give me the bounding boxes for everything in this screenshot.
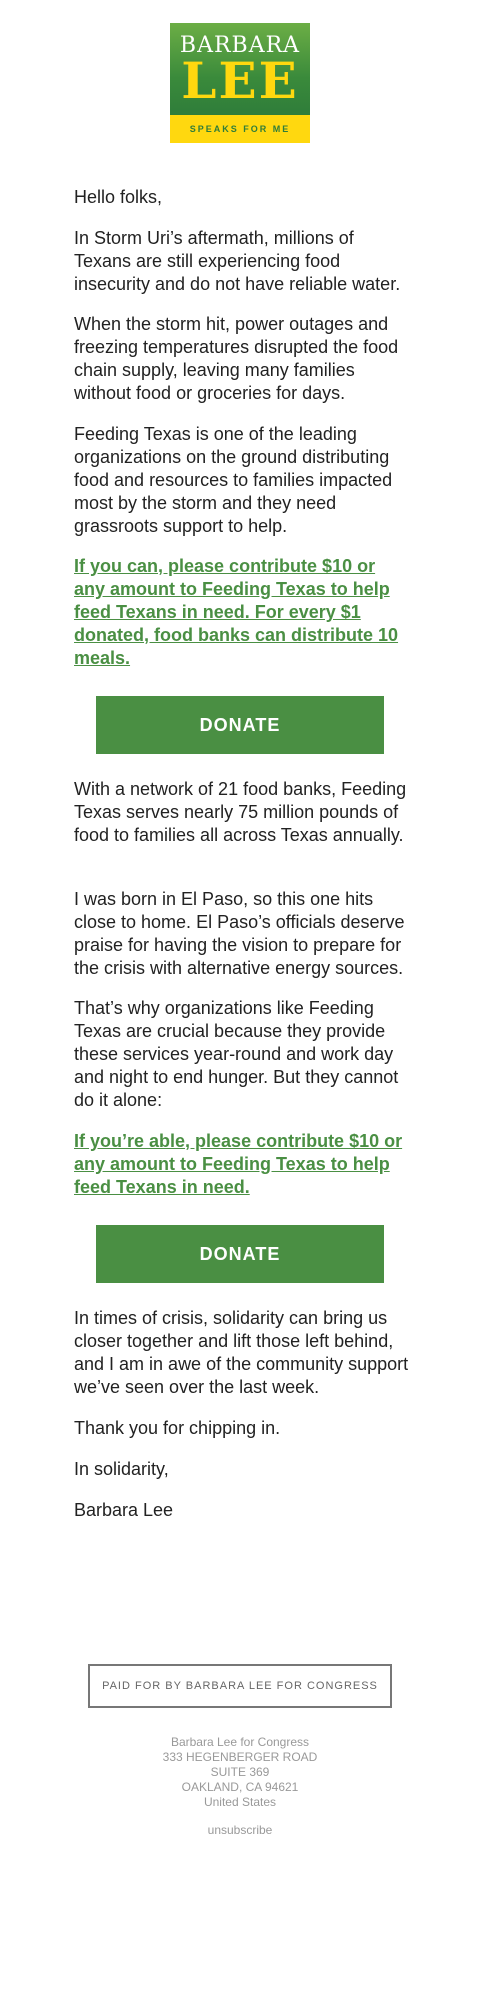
logo-last-name: LEE bbox=[181, 51, 299, 110]
greeting: Hello folks, bbox=[74, 187, 163, 207]
footer-address-1: 333 HEGENBERGER ROAD bbox=[162, 1750, 318, 1764]
unsubscribe-link[interactable]: unsubscribe bbox=[207, 1823, 273, 1837]
footer-address-2: SUITE 369 bbox=[210, 1765, 270, 1779]
donate-button-2[interactable]: DONATE bbox=[96, 1225, 384, 1283]
paid-for-disclaimer: PAID FOR BY BARBARA LEE FOR CONGRESS bbox=[88, 1664, 392, 1708]
contribute-link-2[interactable]: If you’re able, please contribute $10 or any amount to Feeding Texas to help feed Texans in need. bbox=[74, 1131, 403, 1197]
paragraph-organizations: That’s why organizations like Feeding Texas are crucial because they provide these services year-round and work day and night to end hunger. But they cannot do it alone: bbox=[74, 998, 399, 1110]
logo-tagline: SPEAKS FOR ME bbox=[170, 115, 310, 143]
paragraph-feeding-texas: Feeding Texas is one of the leading organizations on the ground distributing food and resources to families impacted most by the storm and they need grassroots support to help. bbox=[74, 424, 393, 536]
closing: In solidarity, bbox=[74, 1459, 169, 1479]
contribute-link-1[interactable]: If you can, please contribute $10 or any amount to Feeding Texas to help feed Texans in need. For every $1 donated, food banks can distribute 10 meals. bbox=[74, 556, 399, 668]
paragraph-solidarity: In times of crisis, solidarity can bring us closer together and lift those left behind, and I am in awe of the community support we’ve seen over the last week. bbox=[74, 1308, 409, 1397]
footer-org: Barbara Lee for Congress bbox=[170, 1735, 310, 1749]
footer-city: OAKLAND, CA 94621 bbox=[181, 1780, 299, 1794]
barbara-lee-logo bbox=[170, 23, 310, 143]
paragraph-network: With a network of 21 food banks, Feeding Texas serves nearly 75 million pounds of food to families all across Texas annually. bbox=[74, 779, 407, 845]
paragraph-storm-impact: When the storm hit, power outages and freezing temperatures disrupted the food chain supply, leaving many families without food or groceries for days. bbox=[74, 314, 399, 403]
paragraph-storm-aftermath: In Storm Uri’s aftermath, millions of Texans are still experiencing food insecurity and do not have reliable water. bbox=[74, 228, 401, 294]
paragraph-el-paso: I was born in El Paso, so this one hits close to home. El Paso’s officials deserve praise for having the vision to prepare for the crisis with alternative energy sources. bbox=[74, 889, 405, 978]
paragraph-thanks: Thank you for chipping in. bbox=[74, 1418, 281, 1438]
donate-button-1[interactable]: DONATE bbox=[96, 696, 384, 754]
footer-country: United States bbox=[203, 1795, 277, 1809]
signature: Barbara Lee bbox=[74, 1500, 174, 1520]
logo-first-name: BARBARA bbox=[179, 33, 301, 58]
logo-green-panel bbox=[170, 23, 310, 115]
